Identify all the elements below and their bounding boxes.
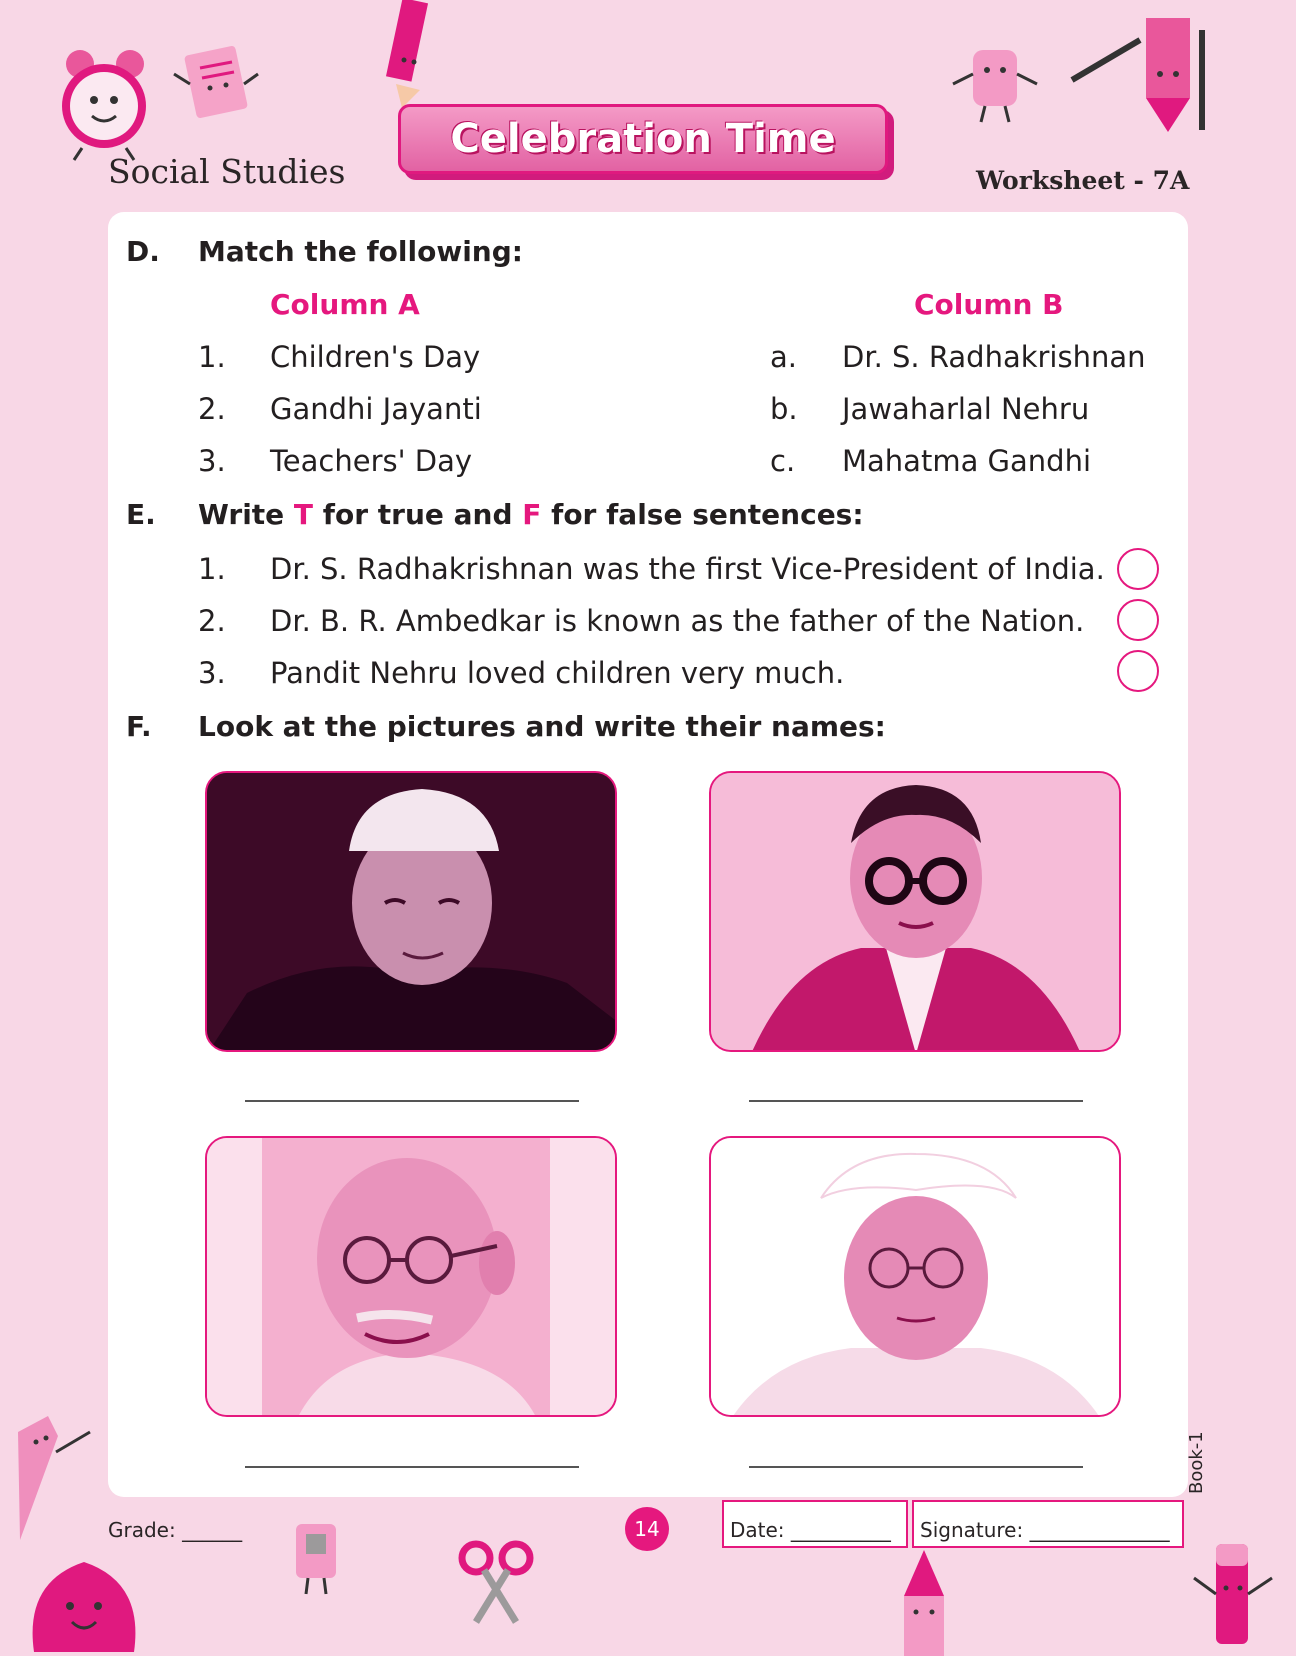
scissors-icon <box>456 1536 536 1626</box>
crayon-icon <box>884 1546 964 1656</box>
ambedkar-portrait <box>709 771 1121 1052</box>
answer-line[interactable] <box>749 1466 1083 1468</box>
tf-answer-circle[interactable] <box>1117 548 1159 590</box>
tf-sentence: Dr. S. Radhakrishnan was the first Vice-President of India. <box>270 552 1105 586</box>
column-a-item: Children's Day <box>270 340 481 374</box>
alarm-clock-icon <box>52 44 152 164</box>
pencil-icon <box>378 0 438 110</box>
marker-icon <box>1190 1538 1280 1656</box>
worksheet-number: Worksheet - 7A <box>976 166 1190 195</box>
column-a-num: 1. <box>198 340 226 374</box>
portrait-illustration <box>711 773 1121 1052</box>
column-b-item: Dr. S. Radhakrishnan <box>842 340 1146 374</box>
sharpener-icon <box>282 1518 352 1598</box>
title-banner: Celebration Time <box>398 104 888 174</box>
answer-line[interactable] <box>245 1100 579 1102</box>
book-label: Book-1 <box>1186 1431 1207 1494</box>
answer-line[interactable] <box>749 1100 1083 1102</box>
tf-num: 3. <box>198 656 226 690</box>
section-d-instruction: Match the following: <box>198 235 523 268</box>
radhakrishnan-portrait <box>709 1136 1121 1417</box>
portrait-illustration <box>711 1138 1121 1417</box>
date-box[interactable] <box>722 1500 908 1548</box>
column-b-item: Mahatma Gandhi <box>842 444 1092 478</box>
section-e-instruction: Write T for true and F for false sentences: <box>198 498 864 531</box>
column-b-title: Column B <box>914 288 1064 321</box>
tf-answer-circle[interactable] <box>1117 650 1159 692</box>
nehru-portrait <box>205 771 617 1052</box>
tf-num: 2. <box>198 604 226 638</box>
section-f-letter: F. <box>126 710 152 743</box>
tf-sentence: Pandit Nehru loved children very much. <box>270 656 845 690</box>
portrait-illustration <box>207 773 617 1052</box>
column-a-num: 2. <box>198 392 226 426</box>
answer-line[interactable] <box>245 1466 579 1468</box>
column-b-num: c. <box>770 444 796 478</box>
signature-field: Signature: ______________ <box>920 1518 1170 1542</box>
section-f-instruction: Look at the pictures and write their names: <box>198 710 886 743</box>
column-b-num: a. <box>770 340 797 374</box>
section-e-letter: E. <box>126 498 156 531</box>
subject-title: Social Studies <box>108 152 346 191</box>
section-d-letter: D. <box>126 235 160 268</box>
grade-field[interactable]: Grade: ______ <box>108 1518 243 1542</box>
page-number-badge: 14 <box>625 1507 669 1551</box>
date-field: Date: __________ <box>730 1518 891 1542</box>
column-a-title: Column A <box>270 288 420 321</box>
pencil-case-icon <box>14 1522 154 1652</box>
eraser-icon <box>945 44 1045 124</box>
pen-icon <box>1070 10 1220 140</box>
column-a-item: Gandhi Jayanti <box>270 392 482 426</box>
tf-sentence: Dr. B. R. Ambedkar is known as the father of the Nation. <box>270 604 1085 638</box>
gandhi-portrait <box>205 1136 617 1417</box>
true-letter: T <box>293 498 314 531</box>
tf-num: 1. <box>198 552 226 586</box>
column-a-num: 3. <box>198 444 226 478</box>
portrait-illustration <box>207 1138 617 1417</box>
tf-answer-circle[interactable] <box>1117 599 1159 641</box>
column-a-item: Teachers' Day <box>270 444 473 478</box>
column-b-item: Jawaharlal Nehru <box>842 392 1090 426</box>
column-b-num: b. <box>770 392 798 426</box>
false-letter: F <box>522 498 542 531</box>
notepad-icon <box>170 44 260 124</box>
signature-box[interactable] <box>912 1500 1184 1548</box>
